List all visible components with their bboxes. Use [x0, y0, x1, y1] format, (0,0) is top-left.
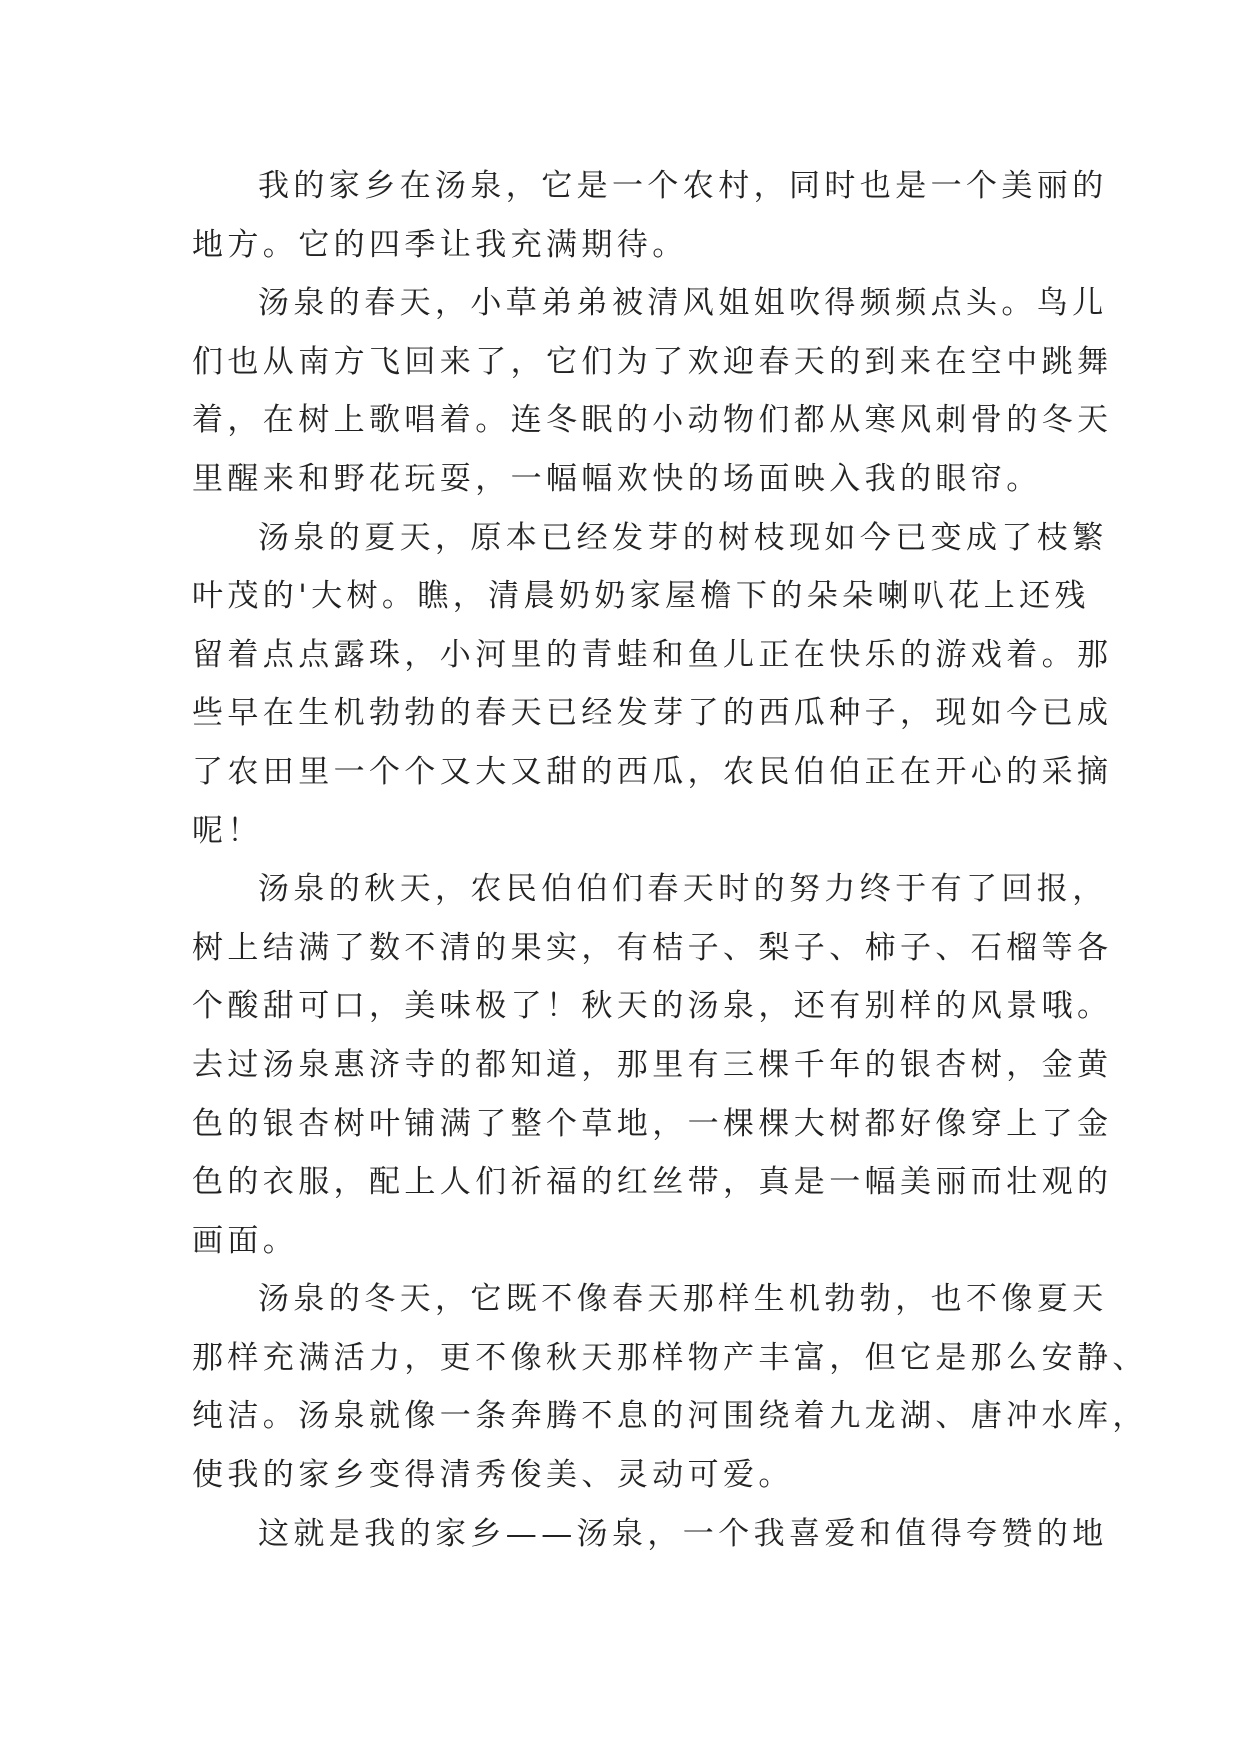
text-line: 汤泉的夏天，原本已经发芽的树枝现如今已变成了枝繁 [258, 519, 1108, 556]
text-line: 着，在树上歌唱着。连冬眠的小动物们都从寒风刺骨的冬天 [192, 402, 1113, 439]
text-line: 纯洁。汤泉就像一条奔腾不息的河围绕着九龙湖、唐冲水库， [192, 1398, 1148, 1435]
text-line: 些早在生机勃勃的春天已经发芽了的西瓜种子，现如今已成 [192, 695, 1113, 732]
text-line: 留着点点露珠，小河里的青蛙和鱼儿正在快乐的游戏着。那 [192, 636, 1113, 673]
document-body [192, 157, 1148, 1563]
text-line: 色的银杏树叶铺满了整个草地，一棵棵大树都好像穿上了金 [192, 1105, 1113, 1142]
text-line: 里醒来和野花玩耍，一幅幅欢快的场面映入我的眼帘。 [192, 460, 1042, 497]
text-line: 叶茂的'大树。瞧，清晨奶奶家屋檐下的朵朵喇叭花上还残 [192, 578, 1090, 615]
text-line: 个酸甜可口，美味极了！秋天的汤泉，还有别样的风景哦。 [192, 988, 1113, 1025]
text-line: 汤泉的秋天，农民伯伯们春天时的努力终于有了回报， [258, 871, 1108, 908]
text-line: 了农田里一个个又大又甜的西瓜，农民伯伯正在开心的采摘 [192, 753, 1113, 790]
text-line: 画面。 [192, 1222, 299, 1259]
text-line: 汤泉的冬天，它既不像春天那样生机勃勃，也不像夏天 [258, 1281, 1108, 1318]
text-line: 使我的家乡变得清秀俊美、灵动可爱。 [192, 1457, 794, 1494]
text-line: 呢！ [192, 812, 263, 849]
text-line: 地方。它的四季让我充满期待。 [192, 226, 688, 263]
text-line: 去过汤泉惠济寺的都知道，那里有三棵千年的银杏树，金黄 [192, 1046, 1113, 1083]
text-line: 色的衣服，配上人们祈福的红丝带，真是一幅美丽而壮观的 [192, 1164, 1113, 1201]
text-line: 们也从南方飞回来了，它们为了欢迎春天的到来在空中跳舞 [192, 343, 1113, 380]
text-line: 汤泉的春天，小草弟弟被清风姐姐吹得频频点头。鸟儿 [258, 285, 1108, 322]
text-line: 这就是我的家乡——汤泉，一个我喜爱和值得夸赞的地 [258, 1515, 1108, 1552]
text-line: 我的家乡在汤泉，它是一个农村，同时也是一个美丽的 [258, 168, 1108, 204]
text-line: 那样充满活力，更不像秋天那样物产丰富，但它是那么安静、 [192, 1339, 1148, 1376]
text-line: 树上结满了数不清的果实，有桔子、梨子、柿子、石榴等各 [192, 929, 1113, 966]
